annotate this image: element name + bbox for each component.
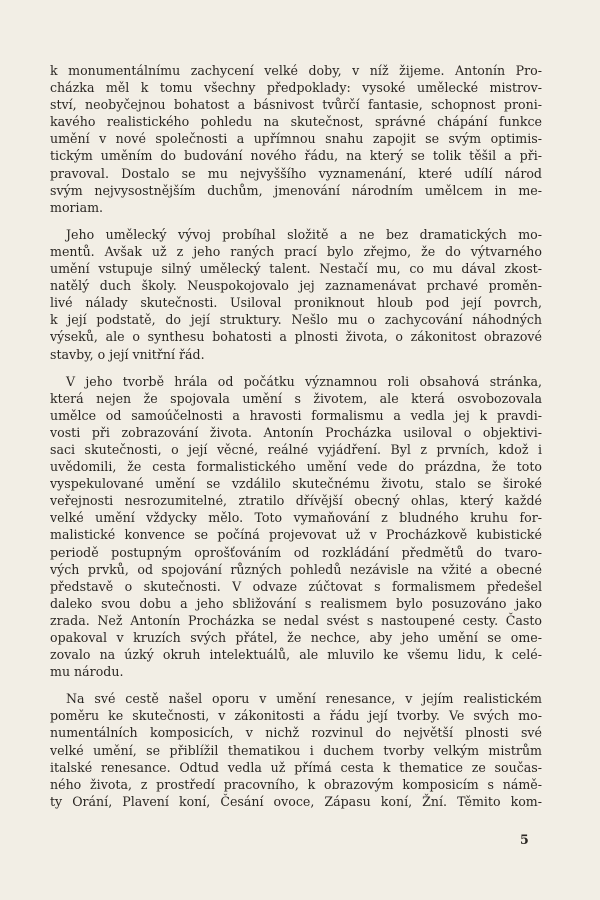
- text-line: velké umění vždycky mělo. Toto vymaňování z bludného kruhu for-: [50, 510, 542, 526]
- body-text: [50, 62, 542, 820]
- text-line: zovalo na úzký okruh intelektuálů, ale mluvilo ke všemu lidu, k celé-: [50, 647, 542, 663]
- text-line: saci skutečnosti, o její věcné, reálné vyjádření. Byl z prvních, kdož i: [50, 441, 542, 457]
- text-line: vosti při zobrazování života. Antonín Procházka usiloval o objektivi-: [50, 424, 542, 440]
- text-line: která nejen že spojovala umění s životem, ale která osvobozovala: [50, 390, 542, 406]
- text-line: daleko svou dobu a jeho sbližování s realismem bylo posuzováno jako: [50, 595, 542, 611]
- paragraph-2: [50, 226, 542, 363]
- text-line: V jeho tvorbě hrála od počátku významnou roli obsahová stránka,: [66, 373, 542, 389]
- text-line: představě o skutečnosti. V odvaze zúčtovat s formalismem předešel: [50, 578, 542, 594]
- text-line: zrada. Než Antonín Procházka se nedal svést s nastoupené cesty. Často: [50, 612, 542, 628]
- text-line: pravoval. Dostalo se mu nejvyššího vyznamenání, které udílí národ: [50, 165, 542, 181]
- text-line: umění v nové společnosti a upřímnou snahu zapojit se svým optimis-: [50, 131, 542, 147]
- text-line: svým nejvysostnějším duchům, jmenování národním umělcem in me-: [50, 182, 542, 198]
- text-line: ného života, z prostředí pracovního, k obrazovým komposicím s námě-: [50, 776, 542, 792]
- text-line: tickým uměním do budování nového řádu, na který se tolik těšil a při-: [50, 148, 542, 164]
- text-line: velké umění, se přiblížil thematikou i duchem tvorby velkým mistrům: [50, 742, 542, 758]
- text-line: vých prvků, od spojování různých pohledů nezávisle na vžité a obecné: [50, 561, 542, 577]
- text-line: umění vstupuje silný umělecký talent. Nestačí mu, co mu dával zkost-: [50, 261, 542, 277]
- text-line: Na své cestě našel oporu v umění renesance, v jejím realistickém: [66, 691, 542, 707]
- text-line: poměru ke skutečnosti, v zákonitosti a řádu její tvorby. Ve svých mo-: [50, 708, 542, 724]
- paragraph-4: [50, 690, 542, 810]
- text-line: opakoval v kruzích svých přátel, že nechce, aby jeho umění se ome-: [50, 630, 542, 645]
- text-line: italské renesance. Odtud vedla už přímá cesta k thematice ze součas-: [50, 759, 542, 775]
- paragraph-1: [50, 62, 542, 216]
- text-line: Jeho umělecký vývoj probíhal složitě a ne bez dramatických mo-: [66, 226, 542, 242]
- text-line: ty Orání, Plavení koní, Česání ovoce, Zápasu koní, Žní. Těmito kom-: [50, 793, 542, 809]
- text-line: veřejnosti nesrozumitelné, ztratilo dřívější obecný ohlas, který každé: [50, 493, 542, 509]
- paragraph-3: [50, 373, 542, 681]
- text-line: mu národu.: [50, 664, 124, 680]
- text-line: umělce od samoúčelnosti a hravosti formalismu a vedla jej k pravdi-: [50, 407, 542, 423]
- text-line: stavby, o její vnitřní řád.: [50, 346, 205, 362]
- text-line: kavého realistického pohledu na skutečnost, správné chápání funkce: [50, 114, 542, 130]
- text-line: livé nálady skutečnosti. Usiloval proniknout hloub pod její povrch,: [50, 295, 542, 311]
- text-line: vyspekulované umění se vzdálilo skutečnému životu, stalo se široké: [50, 476, 542, 492]
- text-line: k její podstatě, do její struktury. Nešlo mu o zachycování náhodných: [50, 312, 542, 328]
- text-line: uvědomili, že cesta formalistického umění vede do prázdna, že toto: [50, 459, 542, 475]
- text-line: výseků, ale o synthesu bohatosti a plnosti života, o zákonitost obrazové: [50, 329, 542, 345]
- text-line: k monumentálnímu zachycení velké doby, v níž žijeme. Antonín Pro-: [50, 63, 542, 78]
- text-line: numentálních komposicích, v nichž rozvinul do největší plnosti své: [50, 725, 542, 741]
- text-line: natělý duch školy. Neuspokojovalo jej zaznamenávat prchavé proměn-: [50, 278, 542, 294]
- text-line: moriam.: [50, 199, 104, 215]
- text-line: periodě postupným oprošťováním od rozkládání předmětů do tvaro-: [50, 544, 542, 560]
- text-line: cházka měl k tomu všechny předpoklady: vysoké umělecké mistrov-: [50, 80, 542, 96]
- page-number: 5: [520, 832, 529, 847]
- text-line: malistické konvence se počíná projevovat už v Procházkově kubistické: [50, 527, 542, 543]
- text-line: ství, neobyčejnou bohatost a básnivost tvůrčí fantasie, schopnost proni-: [50, 97, 542, 113]
- text-line: mentů. Avšak už z jeho raných prací bylo zřejmo, že do výtvarného: [50, 243, 542, 259]
